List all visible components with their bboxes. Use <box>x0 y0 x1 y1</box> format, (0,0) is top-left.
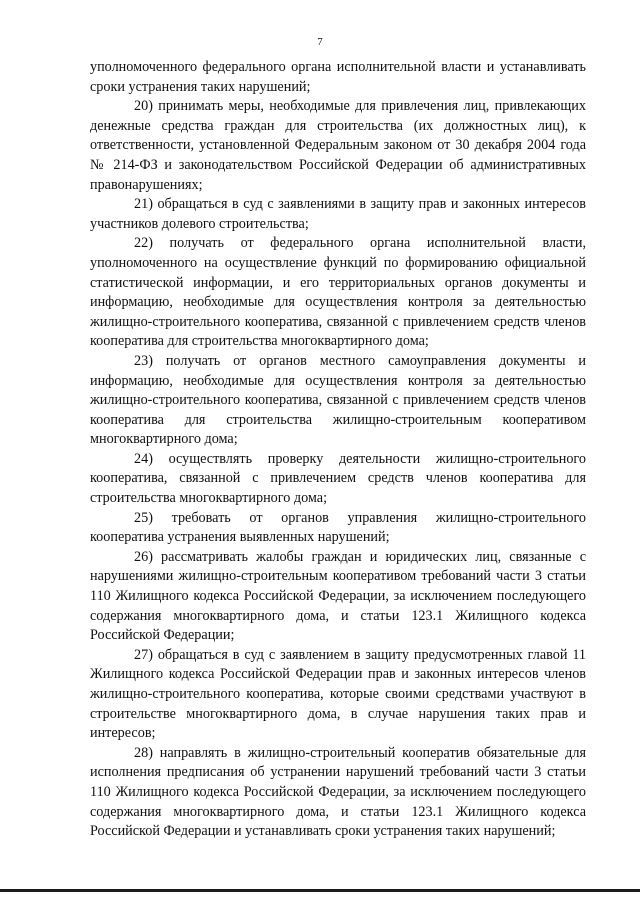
scan-edge-line <box>0 889 640 892</box>
paragraph-item-24: 24) осуществлять проверку деятельности жилищно-строительного кооператива, связанной с привлечением средств членов кооператива для строительства многоквартирного дома; <box>90 450 586 507</box>
page-number: 7 <box>317 36 323 48</box>
paragraph-continuation: уполномоченного федерального органа исполнительной власти и устанавливать сроки устранения таких нарушений; <box>90 59 586 95</box>
paragraph-item-21: 21) обращаться в суд с заявлениями в защиту прав и законных интересов участников долевого строительства; <box>90 196 586 232</box>
paragraph-item-22: 22) получать от федерального органа исполнительной власти, уполномоченного на осуществление функций по формированию официальной статистической информации, и его территориальных органов документы и информацию, необходимые для осуществления контроля за деятельностью жилищно-строительного кооператива, связанной с привлечением средств членов кооператива для строительства многоквартирного дома; <box>90 235 586 350</box>
paragraph-item-25: 25) требовать от органов управления жилищно-строительного кооператива устранения выявленных нарушений; <box>90 509 586 546</box>
paragraph-item-20: 20) принимать меры, необходимые для привлечения лиц, привлекающих денежные средства граждан для строительства (их должностных лиц), к ответственности, установленной Федеральным законом от 30 декабря 2004 года № 214-ФЗ и законодательством Российской Федерации об административных правонарушениях; <box>90 98 586 193</box>
paragraph-item-23: 23) получать от органов местного самоуправления документы и информацию, необходимые для осуществления контроля за деятельностью жилищно-строительного кооператива, связанной с привлечением средств членов кооператива для строительства жилищно-строительным кооперативом многоквартирного дома; <box>90 352 586 448</box>
document-body <box>90 58 586 842</box>
paragraph-item-28: 28) направлять в жилищно-строительный кооператив обязательные для исполнения предписания об устранении нарушений требований части 3 статьи 110 Жилищного кодекса Российской Федерации, за исключением последующего содержания многоквартирного дома, и статьи 123.1 Жилищного кодекса Российской Федерации и устанавливать сроки устранения таких нарушений; <box>90 744 586 840</box>
paragraph-item-26: 26) рассматривать жалобы граждан и юридических лиц, связанные с нарушениями жилищно-строительным кооперативом требований части 3 статьи 110 Жилищного кодекса Российской Федерации, за исключением последующего содержания многоквартирного дома, и статьи 123.1 Жилищного кодекса Российской Федерации; <box>90 548 586 644</box>
paragraph-item-27: 27) обращаться в суд с заявлением в защиту предусмотренных главой 11 Жилищного кодекса Российской Федерации прав и законных интересов членов жилищно-строительного кооператива, которые своими средствами участвуют в строительстве многоквартирного дома, в случае нарушения таких прав и интересов; <box>90 646 586 742</box>
